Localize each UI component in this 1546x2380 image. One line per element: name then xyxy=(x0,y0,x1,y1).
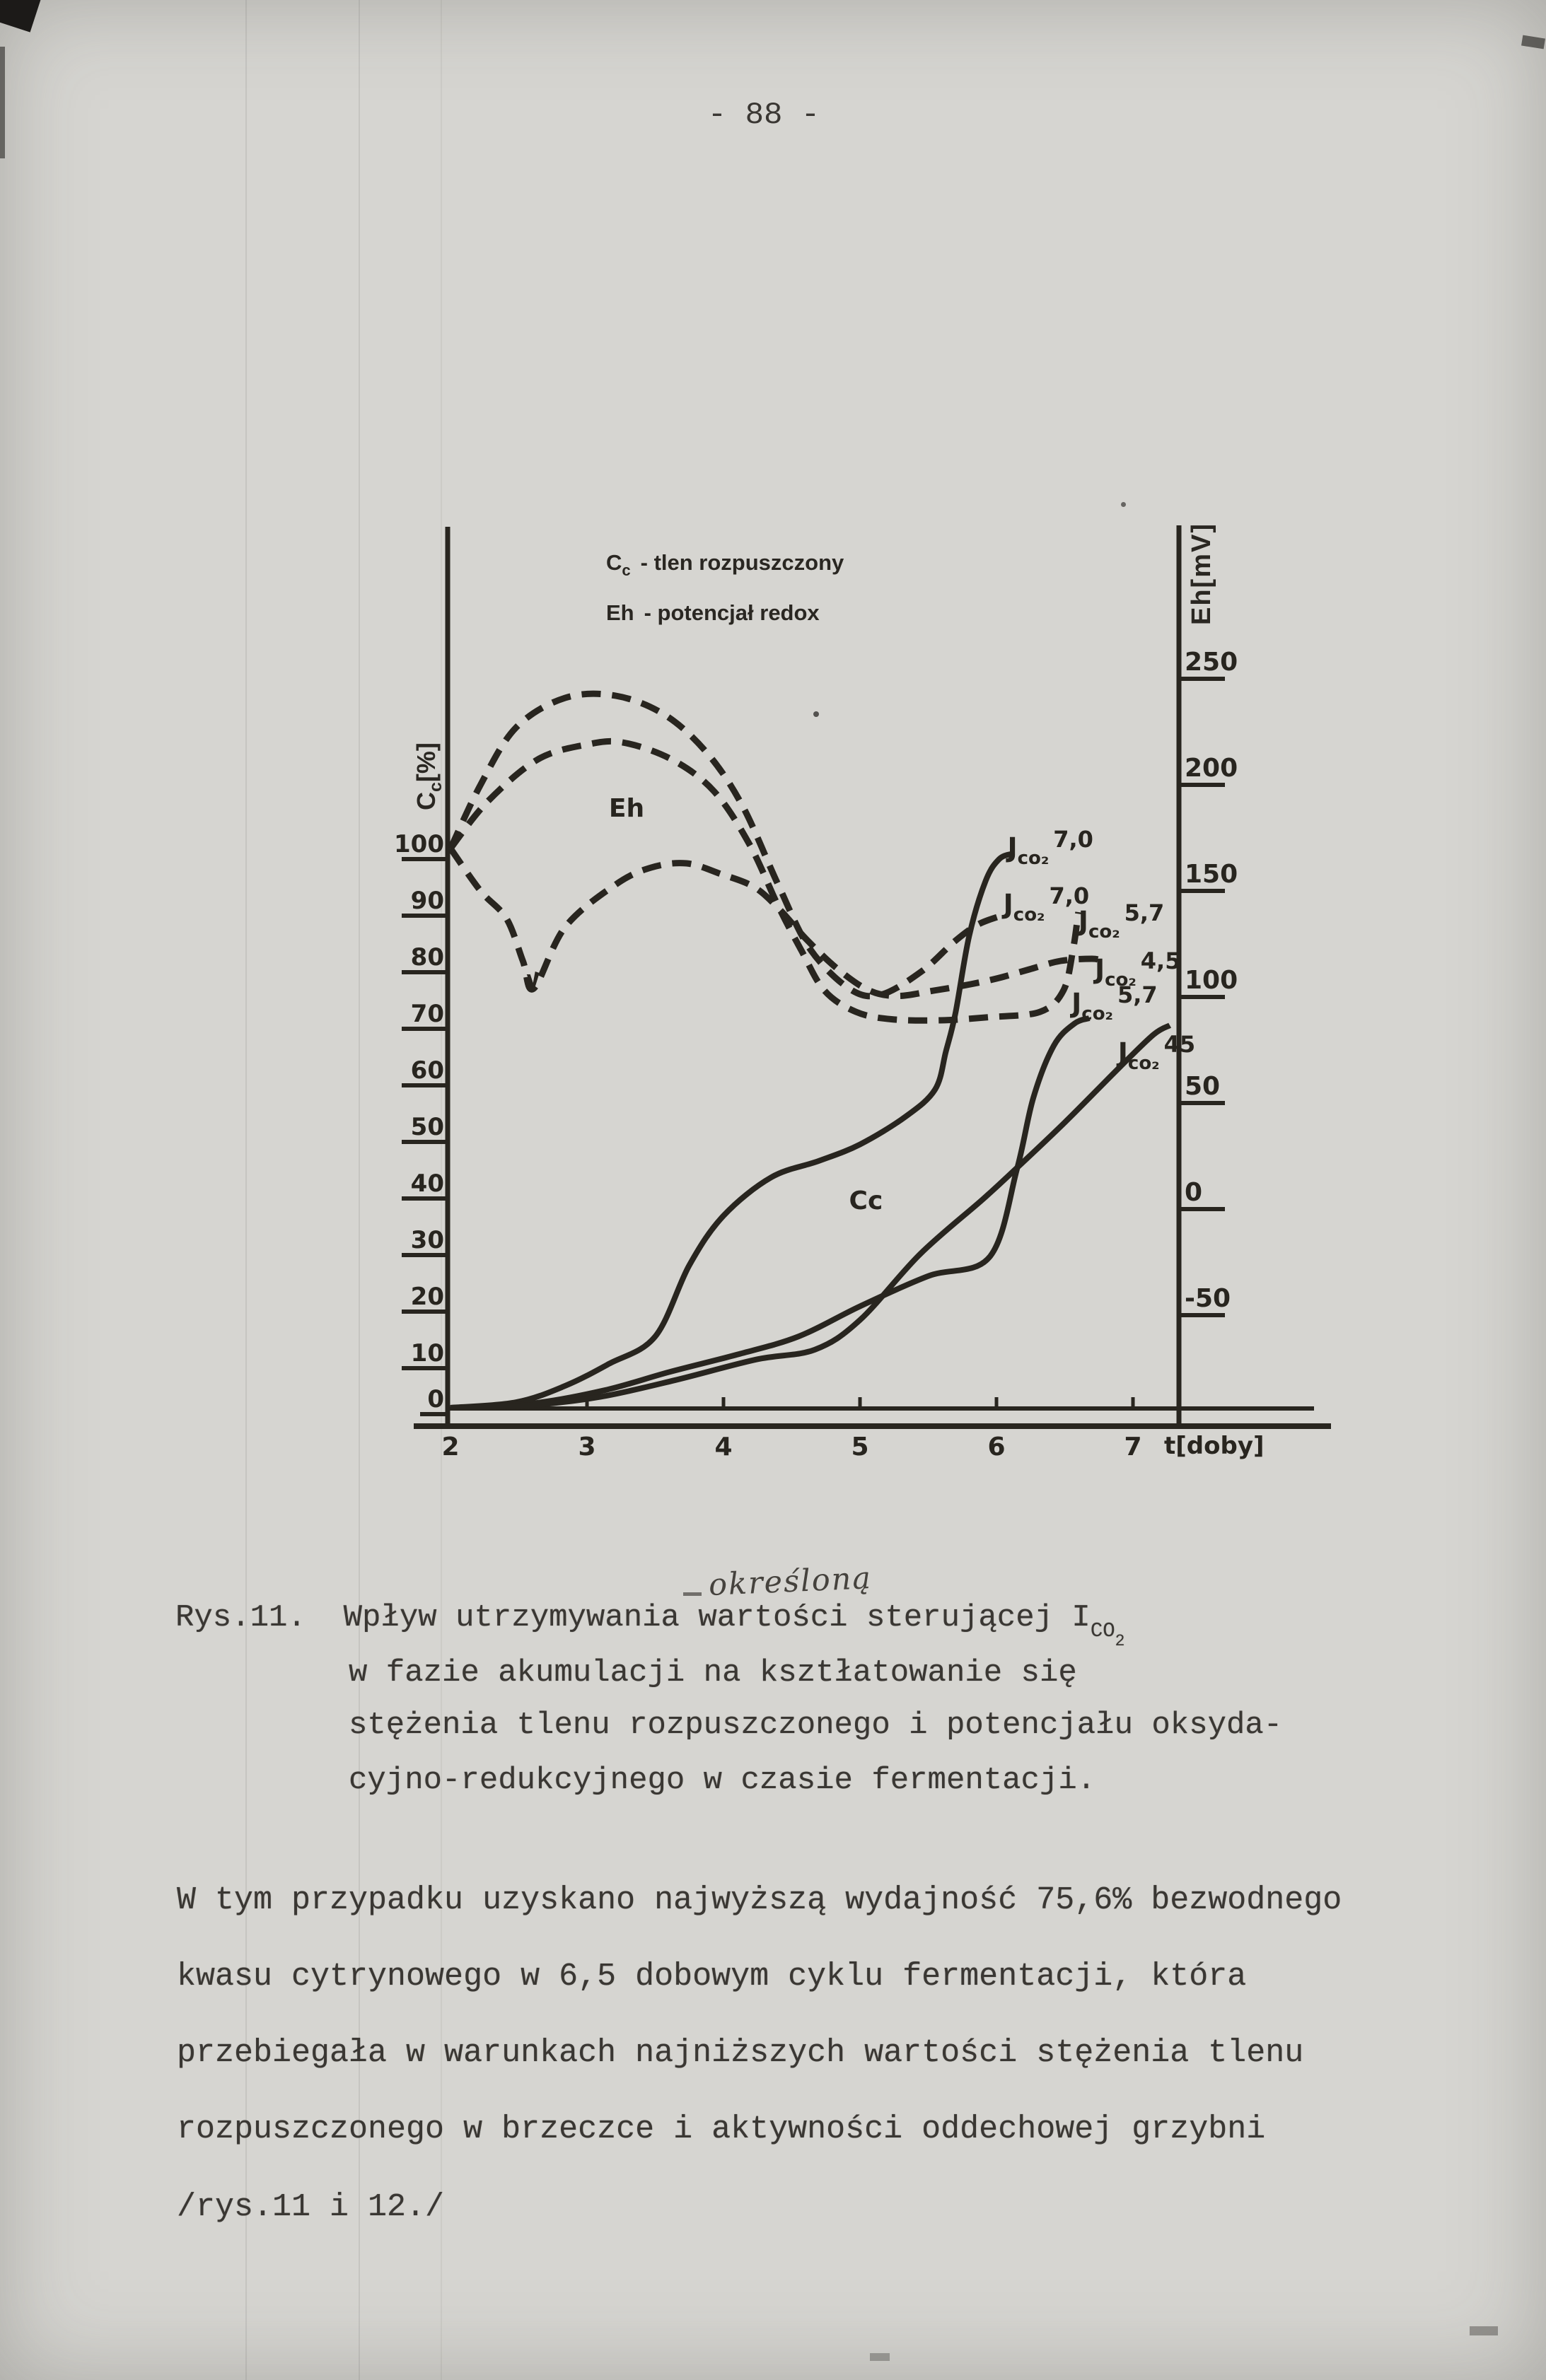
svg-text:7: 7 xyxy=(1124,1433,1142,1462)
svg-text:30: 30 xyxy=(410,1226,444,1254)
legend-item-eh: Eh - potencjał redox xyxy=(606,600,820,625)
svg-text:250: 250 xyxy=(1185,648,1238,677)
svg-text:10: 10 xyxy=(410,1339,444,1367)
scan-corner-blemish xyxy=(0,0,41,33)
svg-text:t[doby]: t[doby] xyxy=(1164,1432,1265,1460)
svg-text:3: 3 xyxy=(578,1433,596,1462)
paragraph-line: kwasu cytrynowego w 6,5 dobowym cyklu fermentacji, która xyxy=(177,1959,1247,1995)
curve-label: Jco₂7,0 xyxy=(1003,882,1090,926)
figure-caption-label: Rys.11. xyxy=(175,1600,306,1635)
right-axis-ticks xyxy=(1179,648,1238,1315)
figure-caption-line: cyjno-redukcyjnego w czasie fermentacji. xyxy=(349,1763,1096,1798)
scan-fold-line xyxy=(245,0,247,2380)
curve-eh-jco2-4-5- xyxy=(451,848,1102,996)
curve-labels xyxy=(609,794,1195,1215)
curve-label: Jco₂7,0 xyxy=(1007,825,1093,869)
scan-edge-blemish xyxy=(0,47,5,158)
handwritten-annotation: określoną xyxy=(708,1560,873,1604)
svg-text:70: 70 xyxy=(410,1000,444,1028)
paragraph-line: /rys.11 i 12./ xyxy=(177,2189,445,2225)
svg-text:200: 200 xyxy=(1185,754,1238,783)
svg-text:2: 2 xyxy=(441,1433,460,1462)
scan-speck xyxy=(870,2353,890,2361)
svg-text:50: 50 xyxy=(1185,1072,1221,1101)
fermentation-chart xyxy=(382,488,1407,1506)
curve-label: Jco₂5,7 xyxy=(1078,899,1165,943)
svg-text:150: 150 xyxy=(1185,860,1238,889)
svg-text:40: 40 xyxy=(410,1169,444,1198)
figure-caption-line: stężenia tlenu rozpuszczonego i potencjału oksyda- xyxy=(349,1708,1283,1743)
chart-legend xyxy=(606,542,844,642)
paragraph-line: W tym przypadku uzyskano najwyższą wydajność 75,6% bezwodnego xyxy=(177,1882,1342,1918)
svg-text:4: 4 xyxy=(714,1433,733,1462)
svg-text:100: 100 xyxy=(394,830,444,858)
svg-text:6: 6 xyxy=(987,1433,1006,1462)
page-number: - 88 - xyxy=(707,98,820,133)
curve-label: Jco₂4,5 xyxy=(1094,947,1181,991)
left-axis-ticks xyxy=(394,830,448,1414)
svg-text:50: 50 xyxy=(410,1113,444,1141)
paragraph-line: przebiegała w warunkach najniższych wartości stężenia tlenu xyxy=(177,2035,1304,2071)
figure-caption-line: Rys.11. Wpływ utrzymywania wartości sterującej $I_{CO2}$ xyxy=(175,1600,1125,1650)
scan-speck xyxy=(1470,2326,1498,2335)
svg-text:0: 0 xyxy=(1185,1178,1203,1207)
insertion-mark xyxy=(683,1592,702,1596)
scan-fold-line xyxy=(359,0,360,2380)
curve-cc-jco2-4-5- xyxy=(451,1025,1170,1408)
curve-cc-jco2-5-7- xyxy=(451,1018,1089,1408)
legend-item-cc: $C_c$ - tlen rozpuszczony xyxy=(606,550,844,579)
svg-text:5: 5 xyxy=(851,1433,869,1462)
curve-eh-jco2-7-0- xyxy=(451,694,999,996)
paragraph-line: rozpuszczonego w brzeczce i aktywności oddechowej grzybni xyxy=(177,2111,1266,2147)
curve-label: Jco₂5,7 xyxy=(1071,981,1158,1025)
svg-text:90: 90 xyxy=(410,887,444,915)
svg-text:80: 80 xyxy=(410,943,444,972)
figure-caption-line: w fazie akumulacji na ksztłatowanie się xyxy=(349,1655,1077,1691)
scan-edge-blemish xyxy=(1521,35,1545,49)
svg-text:-50: -50 xyxy=(1185,1284,1231,1313)
svg-text:20: 20 xyxy=(410,1283,444,1311)
svg-text:100: 100 xyxy=(1185,966,1238,995)
curve-label: Jco₂45 xyxy=(1117,1031,1196,1075)
curve-label: Cc xyxy=(849,1186,883,1216)
curve-label: Eh xyxy=(608,794,645,823)
curve-cc-jco2-7-0- xyxy=(451,853,1013,1408)
y-axis-label-right: Eh[mV] xyxy=(1187,523,1216,625)
svg-text:0: 0 xyxy=(427,1385,444,1413)
svg-text:60: 60 xyxy=(410,1056,444,1085)
y-axis-label-left: $C_c[\%]$ xyxy=(412,742,446,810)
